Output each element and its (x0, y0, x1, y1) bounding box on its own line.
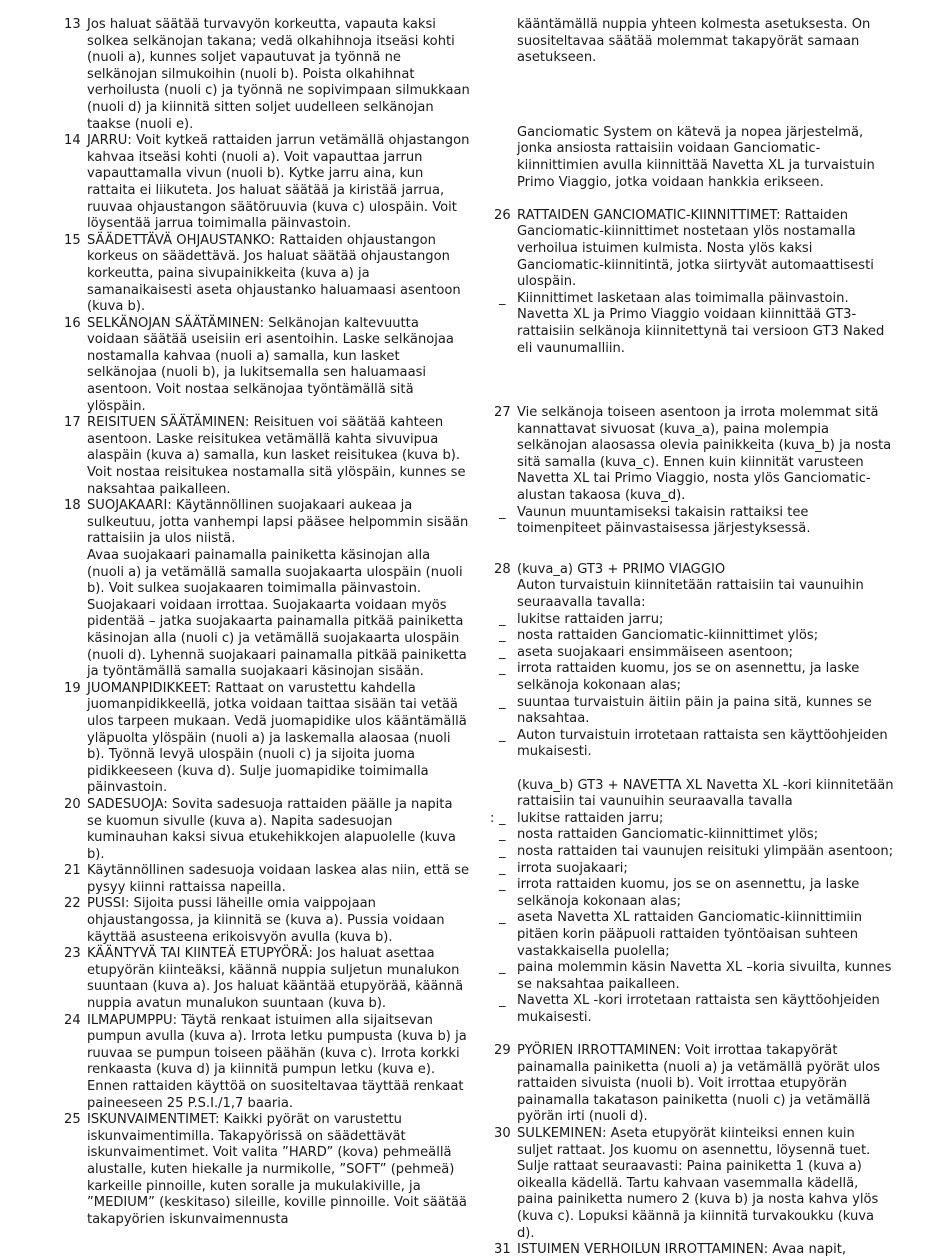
section-text: SUOJAKAARI: Käytännöllinen suojakaari aukeaa ja sulkeutuu, jotta vanhempi lapsi pääsee helpommin sisään rattaisiin ja ulos niistä. (87, 498, 469, 547)
list-item-text: irrota suojakaari; (517, 860, 628, 876)
list-item-text: lukitse rattaiden jarru; (517, 611, 664, 627)
list-item-text: Auton turvaistuin irrotetaan rattaista sen käyttöohjeiden mukaisesti. (517, 727, 888, 760)
dash-marker: _ (499, 960, 506, 976)
section-text: JARRU: Voit kytkeä rattaiden jarrun vetämällä ohjastangon kahvaa itseäsi kohti (nuoli a). Voit vapauttaa jarrun vapauttamalla vivun (nuoli b). Kytke jarru aina, kun rattaita ei liikuteta. Jos haluat säätää ja kiristää jarrua, ruuvaa ohjaustangon säätöruuvia (kuva c) ulospäin. Voit löysentää jarrua toimimalla päinvastoin. (87, 133, 470, 232)
list-item-text: nosta rattaiden tai vaunujen reisituki ylimpään asentoon; (517, 843, 894, 859)
section-20 (64, 797, 470, 863)
list-item (494, 695, 894, 728)
list-item-text: nosta rattaiden Ganciomatic-kiinnittimet ylös; (517, 628, 819, 644)
section-number: 25 (64, 1112, 81, 1128)
section-30 (494, 1126, 894, 1242)
section-text: SELKÄNOJAN SÄÄTÄMINEN: Selkänojan kaltevuutta voidaan säätää useisiin eri asentoihin. Laske selkänojaa nostamalla kahvaa (nuoli a) samalla, kun lasket selkänojaa (nuoli b), ja lukitsemalla sen haluamaasi asentoon. Voit nostaa selkänojaa työntämällä sitä ylöspäin. (87, 315, 454, 414)
section-text: PYÖRIEN IRROTTAMINEN: Voit irrottaa takapyörät painamalla painiketta (nuoli a) ja vetämällä pyörät ulos rattaiden sivuista (nuoli b). Voit irrottaa etupyörän painamalla takatason painiketta (nuoli c) ja vetämällä pyörän irti (nuoli d). (517, 1043, 881, 1125)
section-19 (64, 681, 470, 797)
colon-mark: : (490, 810, 495, 826)
section-21 (64, 863, 470, 896)
section-number: 26 (494, 207, 511, 223)
section-number: 14 (64, 133, 81, 149)
list-item (494, 993, 894, 1026)
dash-marker: _ (499, 694, 506, 710)
list-item-text: Vaunun muuntamiseksi takaisin rattaiksi tee toimenpiteet päinvastaisessa järjestyksessä. (517, 504, 811, 537)
list-item (494, 877, 894, 910)
section-13 (64, 17, 470, 133)
section-number: 24 (64, 1012, 81, 1028)
section-number: 16 (64, 315, 81, 331)
list-item-text: suuntaa turvaistuin äitiin päin ja paina sitä, kunnes se naksahtaa. (517, 694, 872, 727)
section-17 (64, 415, 470, 498)
list-item (494, 661, 894, 694)
section-text: RATTAIDEN GANCIOMATIC-KIINNITTIMET: Rattaiden Ganciomatic-kiinnittimet nostetaan ylös nostamalla verhoilua istuimen kulmista. Nosta ylös kaksi Ganciomatic-kiinnitintä, jotka siirtyvät automaattisesti ulospäin. (517, 207, 874, 290)
dash-marker: _ (499, 843, 506, 859)
dash-marker: _ (499, 827, 506, 843)
section-text: ISTUIMEN VERHOILUN IRROTTAMINEN: Avaa napit, (517, 1242, 847, 1258)
section-text: SULKEMINEN: Aseta etupyörät kiinteiksi ennen kuin suljet rattaat. Jos kuomu on asennettu, löysennä tuet. Sulje rattaat seuraavasti: Paina painiketta 1 (kuva a) oikealla kädellä. Tartu kahvaan vasemmalla kädellä, paina painiketta numero 2 (kuva b) ja nosta kahva ylös (kuva c). Lopuksi käännä ja kiinnitä turvakoukku (kuva d). (517, 1126, 879, 1241)
section-text: SADESUOJA: Sovita sadesuoja rattaiden päälle ja napita se kuomun sivulle (kuva a). Napita sadesuojan kuminauhan kaksi sivua etukehikkojen alapuolelle (kuva b). (87, 796, 456, 862)
section-number: 13 (64, 17, 81, 32)
list-item-text: irrota rattaiden kuomu, jos se on asennettu, ja laske selkänoja kokonaan alas; (517, 661, 860, 693)
list-item-text: aseta suojakaari ensimmäiseen asentoon; (517, 644, 794, 660)
section-14 (64, 133, 470, 233)
section-22 (64, 896, 470, 946)
section-text: REISITUEN SÄÄTÄMINEN: Reisituen voi säätää kahteen asentoon. Laske reisitukea vetämällä kahta sivuvipua alaspäin (kuva a) samalla, kun lasket reisitukea (kuva b). Voit nostaa reisitukea nostamalla sitä ylöspäin, kunnes se naksahtaa paikalleen. (87, 415, 466, 497)
ganciomatic-intro (494, 125, 894, 191)
list-item (494, 628, 894, 645)
dash-marker: _ (499, 611, 506, 627)
section-text: Auton turvaistuin kiinnitetään rattaisiin tai vaunuihin seuraavalla tavalla: (517, 578, 864, 611)
list-item (494, 645, 894, 662)
section-number: 20 (64, 796, 81, 812)
dash-marker: _ (499, 727, 506, 743)
section-28-b (494, 778, 894, 811)
list-item (494, 505, 894, 538)
dash-marker: _ (499, 993, 506, 1009)
section-number: 29 (494, 1043, 511, 1059)
section-15 (64, 233, 470, 316)
list-item (494, 861, 894, 878)
list-item-text: Kiinnittimet lasketaan alas toimimalla päinvastoin. Navetta XL ja Primo Viaggio voidaan kiinnittää GT3-rattaisiin selkänoja kiinnitettynä tai versioon GT3 Naked eli vaunumalliin. (517, 290, 885, 356)
list-item (490, 810, 894, 828)
section-number: 31 (494, 1242, 511, 1258)
section-heading: (kuva_b) GT3 + NAVETTA XL Navetta XL -kori kiinnitetään rattaisiin tai vaunuihin seuraavalla tavalla (517, 777, 894, 810)
section-number: 23 (64, 946, 81, 962)
section-25-continued (494, 17, 894, 67)
list-item (494, 728, 894, 761)
section-number: 15 (64, 232, 81, 248)
section-number: 18 (64, 498, 81, 514)
list-item-text: lukitse rattaiden jarru; (517, 810, 664, 826)
list-item-text: nosta rattaiden Ganciomatic-kiinnittimet ylös; (517, 827, 819, 843)
section-24 (64, 1013, 470, 1113)
list-item (494, 910, 894, 960)
section-heading: (kuva_a) GT3 + PRIMO VIAGGIO (517, 561, 726, 577)
section-number: 17 (64, 415, 81, 431)
list-item (494, 827, 894, 844)
section-text: ILMAPUMPPU: Täytä renkaat istuimen alla sijaitsevan pumpun avulla (kuva a). Irrota letku pumpusta (kuva b) ja ruuvaa se pumpun toiseen päähän (kuva c). Irrota korkki renkaasta (kuva d) ja kiinnitä pumpun letku (kuva e). (87, 1012, 467, 1078)
section-number: 27 (494, 405, 511, 421)
dash-marker: _ (499, 860, 506, 876)
section-number: 19 (64, 680, 81, 696)
dash-marker: _ (499, 504, 506, 520)
section-18 (64, 498, 470, 681)
section-text: SÄÄDETTÄVÄ OHJAUSTANKO: Rattaiden ohjaustangon korkeus on säädettävä. Jos haluat säätää ohjaustangon korkeutta, paina sivupainikkeita (kuva a) ja samanaikaisesti aseta ohjaustanko haluamaasi asentoon (kuva b). (87, 232, 461, 315)
list-item-text: Navetta XL -kori irrotetaan rattaista sen käyttöohjeiden mukaisesti. (517, 993, 880, 1025)
list-item (494, 960, 894, 993)
section-text: KÄÄNTYVÄ TAI KIINTEÄ ETUPYÖRÄ: Jos haluat asettaa etupyörän kiinteäksi, käännä nuppia suljetun munalukon suuntaan (kuva a). Jos haluat kääntää etupyörää, käännä nuppia avatun munalukon suuntaan (kuva b). (87, 946, 464, 1012)
section-text: Ennen rattaiden käyttöä on suositeltavaa täyttää renkaat paineeseen 25 P.S.I./1,7 baaria. (87, 1079, 464, 1111)
dash-marker: _ (499, 877, 506, 893)
section-text: kääntämällä nuppia yhteen kolmesta asetuksesta. On suositeltavaa säätää molemmat takapyörät samaan asetukseen. (517, 17, 871, 66)
section-text: Käytännöllinen sadesuoja voidaan laskea alas niin, että se pysyy kiinni rattaissa napeilla. (87, 863, 470, 895)
right-column (490, 17, 894, 1259)
dash-marker: _ (499, 661, 506, 677)
list-item (494, 612, 894, 629)
list-item (494, 844, 894, 861)
section-number: 21 (64, 863, 81, 879)
section-16 (64, 316, 470, 416)
section-number: 28 (494, 561, 511, 577)
section-text: ISKUNVAIMENTIMET: Kaikki pyörät on varustettu iskunvaimentimilla. Takapyörissä on säädettävät iskunvaimentimet. Voit valita ”HARD” (kova) pehmeällä alustalle, kuten hiekalle ja nurmikolle, ”SOFT” (pehmeä) karkeille pinnoille, kuten soralle ja mukulakiville, ja ”MEDIUM” (keskitaso) sileille, koville pinnoille. Voit säätää takapyörien iskunvaimennusta (87, 1112, 467, 1227)
list-item-text: irrota rattaiden kuomu, jos se on asennettu, ja laske selkänoja kokonaan alas; (517, 877, 860, 909)
section-number: 30 (494, 1126, 511, 1142)
section-31 (494, 1242, 894, 1259)
section-text: Jos haluat säätää turvavyön korkeutta, vapauta kaksi solkea selkänojan takana; vedä olkahihnoja itseäsi kohti (nuoli a), kunnes soljet vapautuvat ja työnnä ne selkänojan silmukoihin (nuoli b). Poista olkahihnat verhoilusta (nuoli c) ja työnnä ne sopivimpaan silmukkaan (nuoli d) ja kiinnitä sitten soljet uudelleen selkänojan taakse (nuoli e). (87, 17, 470, 132)
section-text: Avaa suojakaari painamalla painiketta käsinojan alla (nuoli a) ja vetämällä samalla suojakaarta ulospäin (nuoli b). Voit sulkea suojakaaren toimimalla päinvastoin. Suojakaari voidaan irrottaa. Suojakaarta voidaan myös pidentää – jatka suojakaarta painamalla pitkää painiketta käsinojan alla (nuoli c) ja vetämällä suojakaarta ulospäin (nuoli d). Lyhennä suojakaari painamalla pitkää painiketta ja työntämällä samalla suojakaari käsinojan sisään. (87, 548, 467, 680)
section-23 (64, 946, 470, 1012)
dash-marker: _ (499, 628, 506, 644)
left-column (64, 17, 470, 1228)
dash-marker: _ (499, 910, 506, 926)
section-27 (494, 405, 894, 505)
dash-marker: _ (499, 810, 506, 826)
section-28 (494, 562, 894, 612)
section-text: Ganciomatic System on kätevä ja nopea järjestelmä, jonka ansiosta rattaisiin voidaan Ganciomatic-kiinnittimien avulla kiinnittää Navetta XL ja turvaistuin Primo Viaggio, jotka voidaan hankkia erikseen. (517, 124, 875, 190)
section-number: 22 (64, 896, 81, 912)
section-text: PUSSI: Sijoita pussi läheille omia vaippojaan ohjaustangossa, ja kiinnitä se (kuva a). Pussia voidaan käyttää asusteena erikoisvyön avulla (kuva b). (87, 896, 445, 945)
dash-marker: _ (499, 644, 506, 660)
section-29 (494, 1043, 894, 1126)
section-text: JUOMANPIDIKKEET: Rattaat on varustettu kahdella juomanpidikkeellä, jotka voidaan taittaa sisään tai vetää ulos tarpeen mukaan. Vedä juomapidike ulos kääntämällä yläpuolta ylöspäin (nuoli a) ja laskemalla alaosaa (nuoli b). Työnnä levyä ulospäin (nuoli c) ja sijoita juoma pidikkeeseen (kuva d). Sulje juomapidike toimimalla päinvastoin. (87, 680, 467, 796)
list-item-text: aseta Navetta XL rattaiden Ganciomatic-kiinnittimiin pitäen korin pääpuoli rattaiden työntöaisan suhteen vastakkaisella puolella; (517, 910, 863, 959)
section-26 (494, 208, 894, 291)
dash-marker: _ (499, 290, 506, 306)
list-item (494, 291, 894, 357)
section-text: Vie selkänoja toiseen asentoon ja irrota molemmat sitä kannattavat sivuosat (kuva_a), paina molempia selkänojan alaosassa olevia painikkeita (kuva_b) ja nosta sitä samalla (kuva_c). Ennen kuin kiinnität varusteen Navetta XL tai Primo Viaggio, nosta ylös Ganciomatic-alustan takaosa (kuva_d). (517, 405, 892, 504)
section-25 (64, 1112, 470, 1228)
list-item-text: paina molemmin käsin Navetta XL –koria sivuilta, kunnes se naksahtaa paikalleen. (517, 960, 892, 992)
